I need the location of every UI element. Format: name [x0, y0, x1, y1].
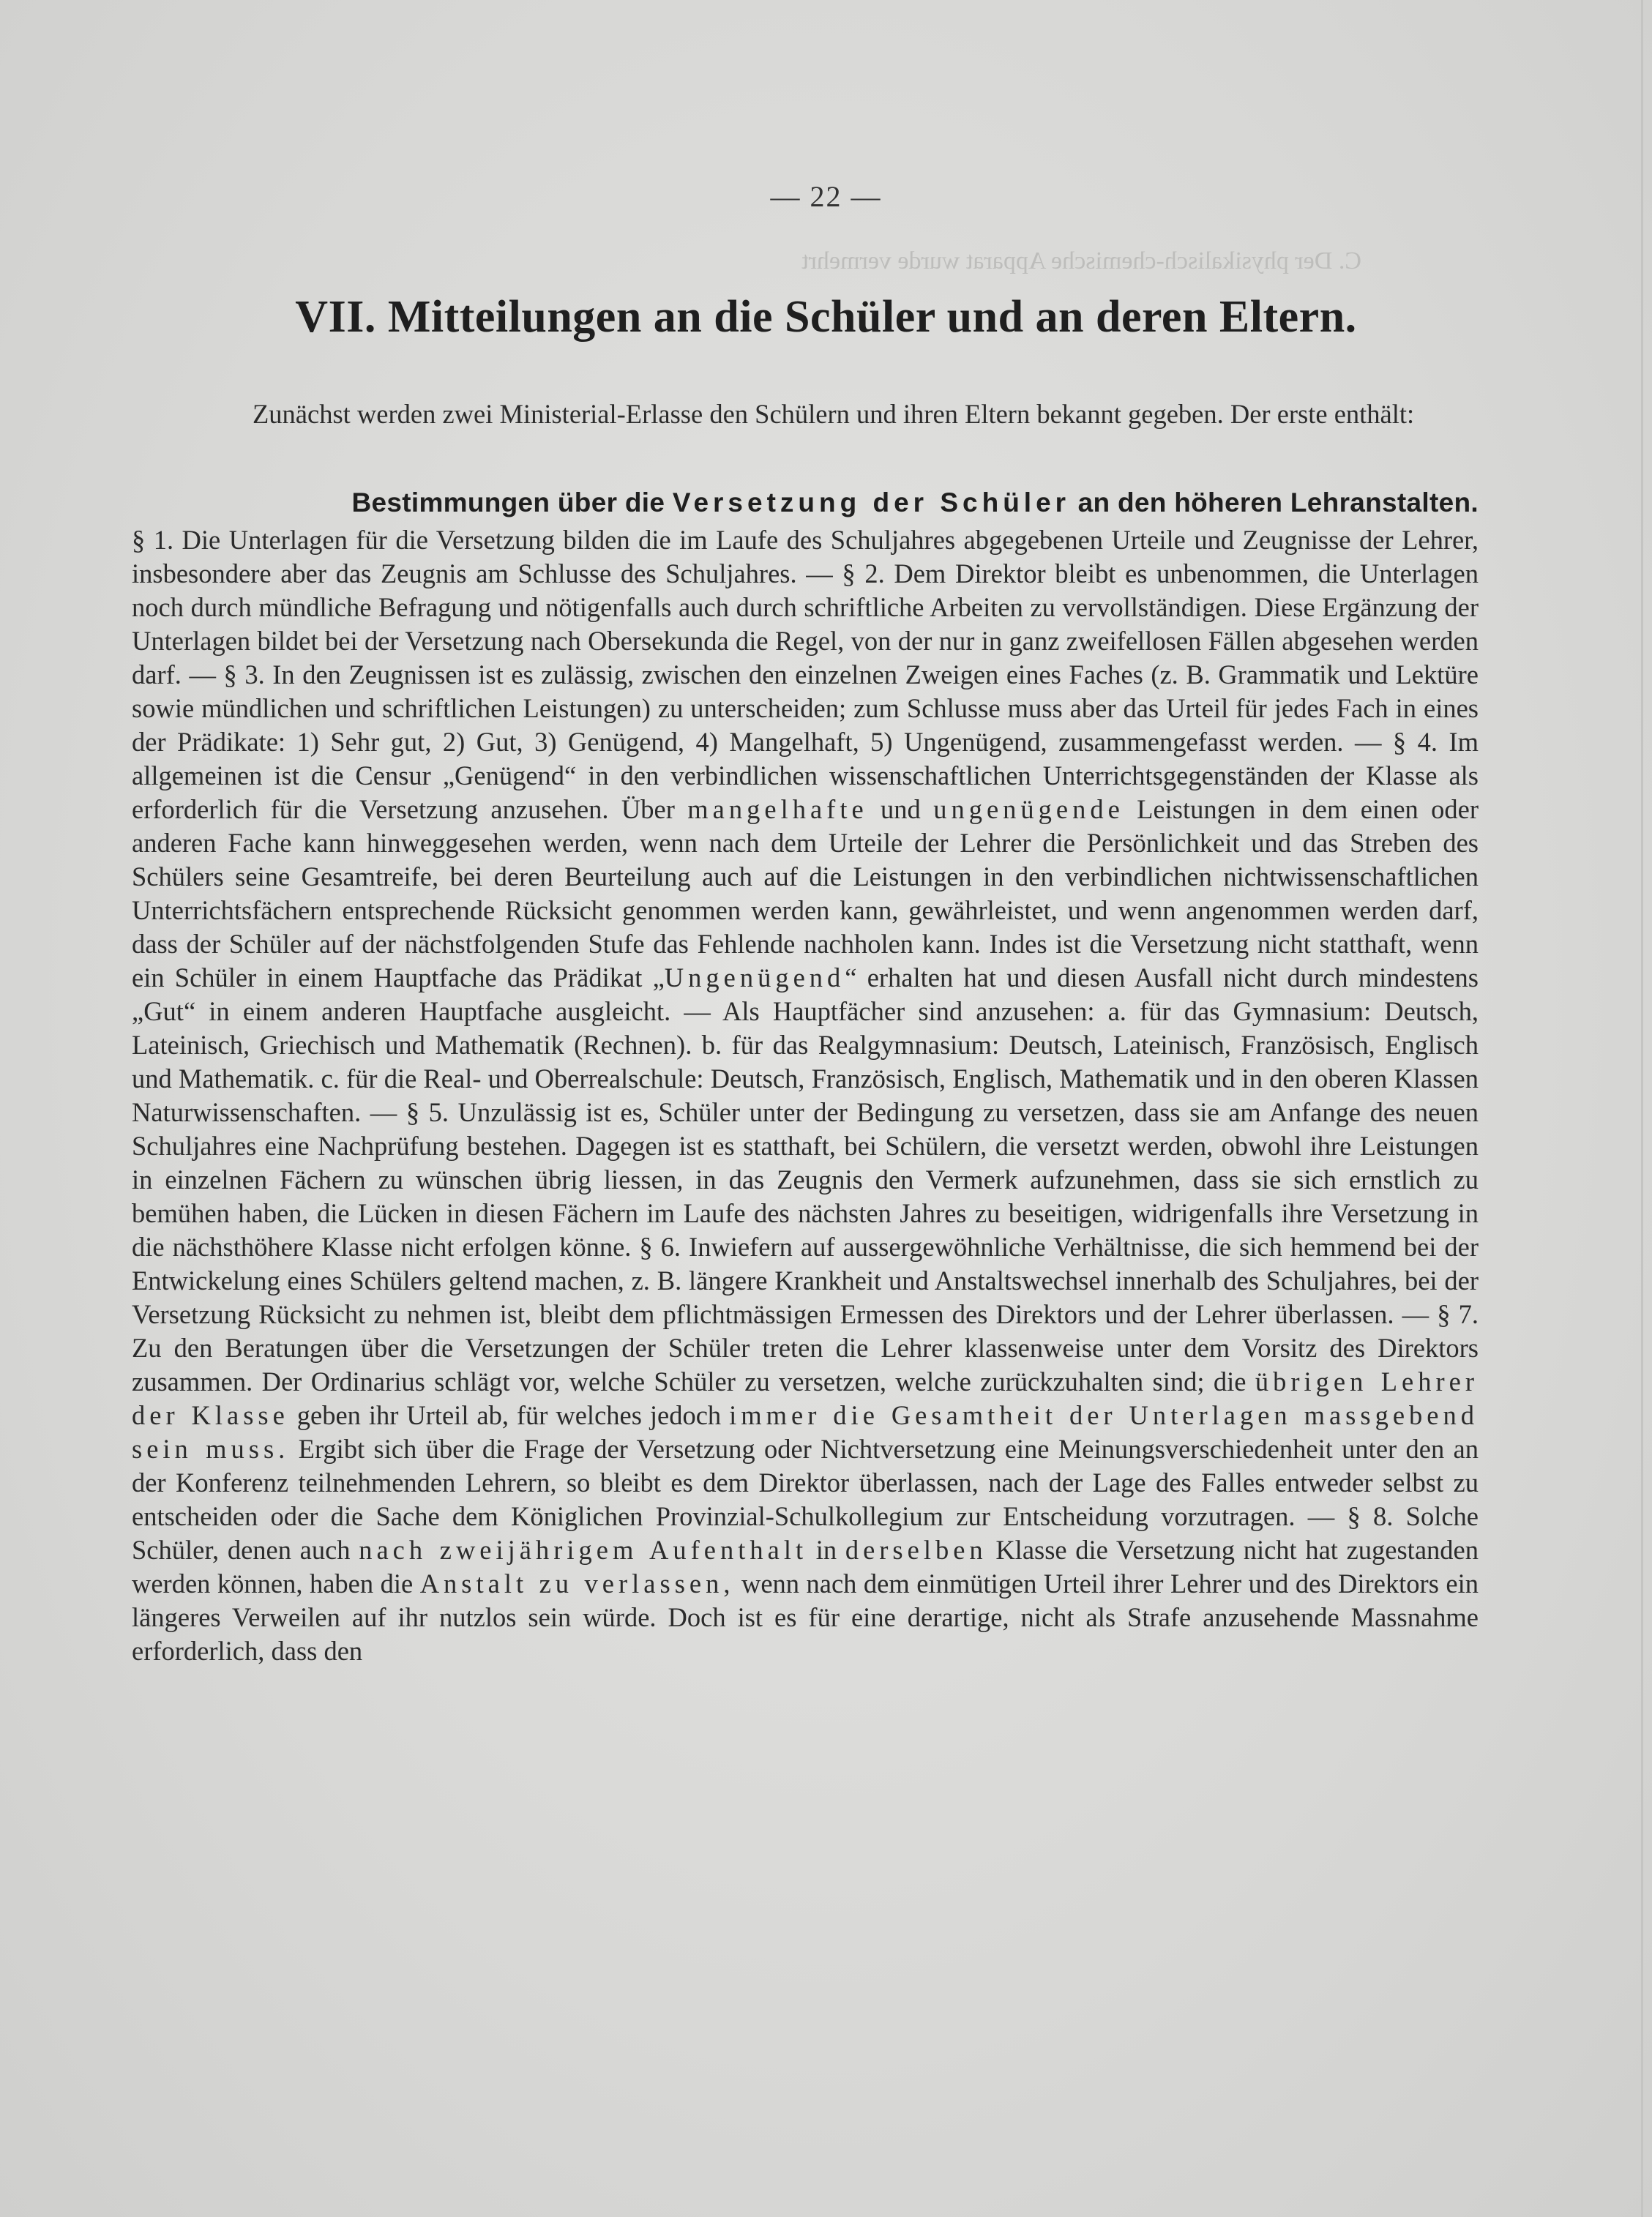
emphasis-spaced: ungenügende: [933, 794, 1124, 824]
intro-paragraph: Zunächst werden zwei Ministerial-Erlasse den Schülern und ihren Eltern bekannt gegeben. Der erste enthält:: [253, 399, 1415, 429]
chapter-title: VII. Mitteilungen an die Schüler und an deren Eltern.: [295, 292, 1357, 342]
body-segment: und: [867, 794, 934, 824]
emphasis-spaced: mangelhafte: [687, 794, 868, 824]
body-segment: § 1. Die Unterlagen für die Versetzung bilden die im Laufe des Schuljahres abgegebenen Urteile und Zeugnisse der Lehrer, insbesondere aber das Zeugnis am Schlusse des Schuljahres. — § 2. Dem Direktor bleibt es unbenommen, die Unterlagen noch durch mündliche Befragung und nötigenfalls auch durch schriftliche Arbeiten zu vervollständigen. Diese Ergänzung der Unterlagen bildet bei der Versetzung nach Obersekunda die Regel, von der nur in ganz zweifellosen Fällen abgesehen werden darf. — § 3. In den Zeugnissen ist es zulässig, zwischen den einzelnen Zweigen eines Faches (z. B. Grammatik und Lektüre sowie mündlichen und schriftlichen Leistungen) zu unterscheiden; zum Schlusse muss aber das Urteil für jedes Fach in eines der Prädikate: 1) Sehr gut, 2) Gut, 3) Genügend, 4) Mangelhaft, 5) Ungenügend, zusammengefasst werden. — § 4. Im allgemeinen ist die Censur „Genügend“ in den verbindlichen wissenschaftlichen Unterrichtsgegenständen der Klasse als erforderlich für die Versetzung anzusehen. Über: [132, 525, 1479, 824]
emphasis-spaced: derselben: [845, 1535, 987, 1565]
heading-spaced-phrase: Versetzung der Schüler: [672, 487, 1071, 517]
bleed-through-text: C. Der physikalisch-chemische Apparat wurde vermehrt: [801, 247, 1361, 274]
body-segment: Klasse die Versetzung nicht hat zugestanden werden können, haben die: [132, 1535, 1479, 1599]
regulation-heading: [132, 487, 1479, 518]
emphasis-spaced: Ungenügend: [664, 962, 845, 992]
heading-part-1: Bestimmungen über die: [351, 487, 673, 517]
emphasis-spaced: immer die Gesamtheit der Unterlagen massgebend sein muss.: [132, 1400, 1479, 1464]
page-number: — 22 —: [770, 180, 882, 213]
body-segment: “ erhalten hat und diesen Ausfall nicht durch mindestens „Gut“ in einem anderen Hauptfache ausgleicht. — Als Hauptfächer sind anzusehen: a. für das Gymnasium: Deutsch, Lateinisch, Griechisch und Mathematik (Rechnen). b. für das Realgymnasium: Deutsch, Lateinisch, Französisch, Englisch und Mathematik. c. für die Real- und Oberrealschule: Deutsch, Französisch, Englisch, Mathematik und in den oberen Klassen Naturwissenschaften. — § 5. Unzulässig ist es, Schüler unter der Bedingung zu versetzen, dass sie am Anfange des neuen Schuljahres eine Nachprüfung bestehen. Dagegen ist es statthaft, bei Schülern, die versetzt werden, obwohl ihre Leistungen in einzelnen Fächern zu wünschen übrig liessen, in das Zeugnis den Vermerk aufzunehmen, dass sie sich ernstlich zu bemühen haben, die Lücken in diesen Fächern im Laufe des nächsten Jahres zu beseitigen, widrigenfalls ihre Versetzung in die nächsthöhere Klasse nicht erfolgen könne. § 6. Inwiefern auf aussergewöhnliche Verhältnisse, die sich hemmend bei der Entwickelung eines Schülers geltend machen, z. B. längere Krankheit und Anstaltswechsel innerhalb des Schuljahres, bei der Versetzung Rücksicht zu nehmen ist, bleibt dem pflichtmässigen Ermessen des Direktors und der Lehrer überlassen. — § 7. Zu den Beratungen über die Versetzungen der Schüler treten die Lehrer klassenweise unter dem Vorsitz des Direktors zusammen. Der Ordinarius schlägt vor, welche Schüler zu versetzen, welche zurückzuhalten sind; die: [132, 962, 1479, 1397]
emphasis-spaced: übrigen Lehrer der Klasse: [132, 1367, 1479, 1430]
body-segment: geben ihr Urteil ab, für welches jedoch: [288, 1400, 730, 1430]
emphasis-spaced: nach zweijährigem Aufenthalt: [359, 1535, 808, 1565]
body-segment: Ergibt sich über die Frage der Versetzung oder Nichtversetzung eine Meinungsverschiedenheit unter den an der Konferenz teilnehmenden Lehrern, so bleibt es dem Direktor überlassen, nach der Lage des Falles entweder selbst zu entscheiden oder die Sache dem Königlichen Provinzial-Schulkollegium zur Entscheidung vorzutragen. — § 8. Solche Schüler, denen auch: [132, 1434, 1479, 1565]
heading-part-2: an den höheren Lehranstalten.: [1070, 487, 1479, 517]
body-segment: Leistungen in dem einen oder anderen Fache kann hinweggesehen werden, wenn nach dem Urteile der Lehrer die Persönlichkeit und das Streben des Schülers seine Gesamtreife, bei deren Beurteilung auch auf die Leistungen in den verbindlichen nichtwissenschaftlichen Unterrichtsfächern entsprechende Rücksicht genommen werden kann, gewährleistet, und wenn angenommen werden darf, dass der Schüler auf der nächstfolgenden Stufe das Fehlende nachholen kann. Indes ist die Versetzung nicht statthaft, wenn ein Schüler in einem Hauptfache das Prädikat „: [132, 794, 1479, 992]
body-segment: in: [807, 1535, 845, 1565]
emphasis-spaced: Anstalt zu verlassen,: [419, 1569, 735, 1599]
body-segment: wenn nach dem einmütigen Urteil ihrer Lehrer und des Direktors ein längeres Verweilen auf ihr nutzlos sein würde. Doch ist es für eine derartige, nicht als Strafe anzusehende Massnahme erforderlich, dass den: [132, 1569, 1479, 1666]
regulation-body: [132, 523, 1479, 1668]
